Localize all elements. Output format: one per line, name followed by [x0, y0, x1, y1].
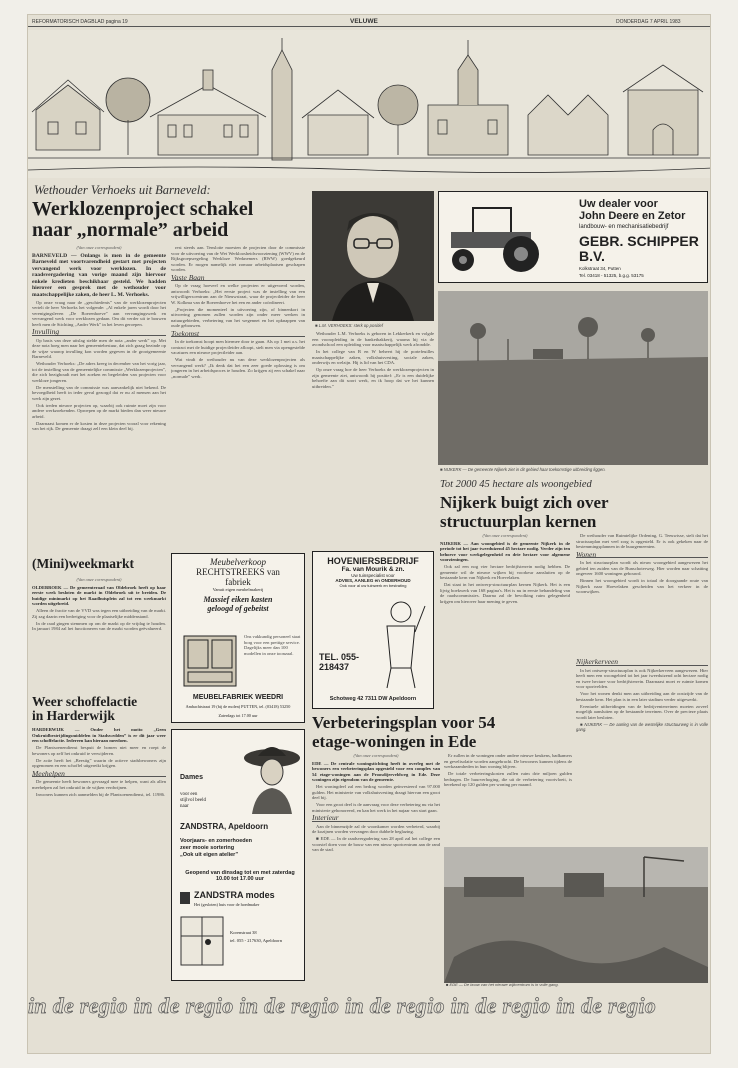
ad-zandstra	[171, 729, 305, 981]
article1-column1	[32, 245, 166, 545]
article1-column2	[171, 245, 305, 545]
ad-deere-line3: landbouw- en mechanisatiebedrijf	[579, 224, 669, 230]
ad-hovenier-tel: TEL. 055-218437	[319, 652, 360, 672]
footer-regio-banner: in de regio in de regio in de regio in de regio in de regio in de regio	[28, 993, 657, 1018]
ad-meubel-hours: Zaterdags tot 17.00 uur	[218, 713, 258, 718]
construction-photo-caption: ■ EDE — De bouw van het nieuwe wijkcentrum is in volle gang.	[446, 982, 559, 987]
ad-zandstra-line1: Voorjaars- en zomerhoeden	[180, 838, 253, 844]
article1-headline	[32, 199, 253, 241]
article2-caption: ■ NIJKERK — De aanleg van de westelijke structuurweg is in volle gang.	[576, 721, 708, 732]
header-section: VELUWE	[350, 18, 378, 25]
ad-meubel	[171, 553, 305, 723]
article2-headline	[440, 493, 609, 531]
header-paper-name: REFORMATORISCH DAGBLAD pagina 19	[32, 19, 128, 25]
article4-p1: De Plantsoenendienst bespuit de bomen niet meer en roept de bewoners op zelf het onkruid te verwijderen.	[32, 745, 166, 756]
ad-meubel-maker: MEUBELFABRIEK WEEDRI	[192, 694, 284, 701]
article2-sub-nijkerkerveen: Nijkerkerveen	[576, 659, 708, 666]
article2-p3: De wethouder van Ruimtelijke Ordening, G. Teeuwisse, stelt dat het structuurplan met veel zorg is opgesteld. Er is ook gekeken naar de bestemmingsplannen in de buurgemeenten.	[576, 533, 708, 549]
article2-headline-line1: Nijkerk buigt zich over	[440, 493, 609, 512]
gardener-illustration	[373, 598, 429, 690]
article5-lead: EDE — De centrale woningstichting heeft in overleg met de bewoners een verbeteringsplan opgesteld voor een complex van 54 etage-woningen aan de Proosdijerveldweg in Ede. Deze woningen zijn eigendom van de gemeente.	[312, 760, 440, 782]
ad-hovenier-name: Fa. van Mourik & zn.	[341, 566, 405, 573]
article1-p10: In de toekomst hoopt men hiermee door te gaan. Als op 1 mei a.s. het contract met de huidige projectleider afloopt, stelt men via opengestelde vacatures een nieuwe projectleider aan.	[171, 339, 305, 355]
article1-headline-line1: Werklozenproject schakel	[32, 198, 254, 220]
article1-sub-toekomst: Toekomst	[171, 331, 305, 338]
ad-zandstra-naar: naar	[180, 804, 189, 809]
ad-hovenier-title: HOVENIERSBEDRIJF	[327, 556, 419, 566]
ad-hovenier-services: ADVIES, AANLEG en ONDERHOUD	[335, 578, 411, 583]
article4-column	[32, 727, 166, 981]
article3-headline: (Mini)weekmarkt	[32, 556, 134, 571]
ad-zandstra-stijl: stijlvol beeld	[180, 798, 206, 803]
ad-zandstra-hours: Geopend van dinsdag tot en met zaterdag 10.00 tot 17.00 uur	[185, 870, 295, 882]
ad-meubel-sub: Vanuit eigen meubelmakerij	[212, 587, 264, 592]
article4-headline	[32, 695, 137, 723]
ad-deere-text	[579, 198, 685, 222]
article1-p6: Daarnaast komen er de kosten in deze projecten vooral voor rekening van het rijk. De gemeente draagt zelf een klein deel bij.	[32, 420, 166, 431]
ad-john-deere	[438, 191, 708, 283]
construction-photo	[444, 847, 708, 983]
newspaper-page	[27, 14, 711, 1054]
article2-correspondent: (Van onze correspondent)	[482, 533, 528, 538]
article4-p3: De gemeente heeft bewoners gevraagd mee te helpen, want als allen meehelpen zal het onkruid in de wijken verdwijnen.	[32, 779, 166, 790]
ad-meubel-title: Meubelverkoop	[210, 557, 266, 567]
ad-zandstra-address: Korenstraat 38	[230, 930, 257, 935]
article1-correspondent: (Van onze correspondent)	[76, 245, 122, 250]
ad-meubel-address: Ambachtstraat 19 (bij de molen) PUTTEN, tel. (03418) 53250	[185, 704, 291, 709]
ad-hovenier	[312, 551, 434, 709]
veluwe-illustration-strip	[28, 30, 711, 178]
article1-p1: Op onze vraag naar de „geschiedenis” van de werklozenprojecten vertelt de heer Verhoeks het volgende: „Al enkele jaren wordt door het verenigingsleven „De Boerenhoeve” aan vervangingswerk en vervangend werk voor werklozen gedaan. Om dit verder uit te bouwen heeft men de Stichting „Ander Werk” in het leven geroepen.	[32, 299, 166, 327]
ad-meubel-text: Ons vakkundig personeel staat borg voor een prettige service. Dagelijks meer dan 100 modellen in onze toonzaal.	[244, 634, 301, 656]
article5-headline-line1: Verbeteringsplan voor 54	[312, 713, 496, 732]
ad-zandstra-intro	[180, 792, 206, 810]
portrait-photo	[312, 191, 434, 321]
article2-p2: Dat staat in het ontwerp-structuurplan kernen Nijkerk. Het is een lijvig boekwerk van 168 pagina's. Het is nu in eerste behandeling van de raadscommissies. Daarna zal de bevolking ruim gelegenheid krijgen om hierover haar mening te geven.	[440, 582, 570, 604]
article5-column2	[444, 753, 572, 843]
article3-lead: OLDEBROEK — De gemeenteraad van Oldebroek heeft op haar eerste week besloten de markt in Oldebroek uit te breiden. De huidige minimarkt op het Raadhuisplein zal tot een weekmarkt worden uitgebreid.	[32, 584, 166, 606]
ad-meubel-slogan2: geloogd of gebeitst	[207, 604, 269, 613]
article1-p4: De menstelling van de commissie was aanvankelijk niet bekend. De bevoegdheid heeft in ieder geval gezorgd dat er nu al mensen aan het werk zijn gezet.	[32, 384, 166, 401]
ad-deere-line4: GEBR. SCHIPPER	[579, 233, 699, 249]
article3-p1: Alleen de fractie van de VVD was tegen een uitbreiding van de markt. Zij zag daarin een bedreiging voor de plaatselijke middenstand.	[32, 608, 166, 619]
article5-p4: Aan de binnenzijde zal de woonkamer worden verbeterd, waarbij de kozijnen worden vervangen door dubbele beglazing.	[312, 823, 440, 834]
verhoeks-bio-p3: Op onze vraag hoe de heer Verhoeks de werklozenprojecten in zijn gemeente ziet, antwoordt hij positief: „Er is een duidelijke behoefte aan dit soort werk, en ik hoop dat we het kunnen uitbreiden.”	[312, 367, 434, 389]
article5-headline-line2: etage-woningen in Ede	[312, 732, 477, 751]
article1-sub-vaste-baan: Vaste Baan	[171, 275, 305, 282]
field-photo-caption: ■ NIJKERK — De gemeente Nijkerk ziet in dit gebied haar toekomstige uitbreiding liggen.	[440, 467, 606, 472]
ad-hovenier-body: Ook voor al uw tuinwerk en bestrating	[339, 583, 407, 588]
article4-p2: De actie heeft het „Beestig” waarin de actieve stadsbewoners zijn opgenomen en een schoffel uitgereikt krijgen.	[32, 757, 166, 768]
ad-deere-address: Kolkstraat 34, Putten	[579, 266, 621, 271]
article1-p8: Op de vraag hoeveel en welke projecten er uitgevoerd worden, antwoordt Verhoeks: „Het eerste project was de instelling van een vrijwilligerscentrum aan de Nieuwstraat, waar de projectleider de heer W. Kolkma van de Boerenhoeve het een en ander coördineert.	[171, 283, 305, 305]
article1-p3: Wethouder Verhoeks: „De adres kreeg in december van het vorig jaar, tot de instelling van de gemeentelijke commissie „Werklozenprojecten”, die zich bezighoudt met het zoeken en begeleiden van projecten voor werkloze jongeren.	[32, 361, 166, 383]
article5-column1	[312, 753, 440, 985]
article3-p2: In de raad gingen stemmen op om de markt op de vrijdag te houden. In januari 1984 zal het functioneren van de markt worden geëvalueerd.	[32, 620, 166, 631]
article1-p11: Wat vindt de wethouder nu van deze werklozenprojecten als vervangend werk? „Ik denk dat het een zeer goede oplossing is om jongeren in het arbeidsproces te houden. Zo krijgen zij een schakel naar „normale” werk.	[171, 357, 305, 379]
ad-zandstra-brand: ZANDSTRA modes	[194, 890, 275, 900]
ad-zandstra-dames: Dames	[180, 774, 203, 781]
ad-zandstra-name: ZANDSTRA, Apeldoorn	[180, 822, 269, 831]
shop-map-icon	[180, 916, 224, 966]
article1-sub-invulling: Invulling	[32, 329, 166, 336]
zandstra-logo-icon	[180, 892, 190, 904]
article2-kicker: Tot 2000 45 hectare als woongebied	[440, 479, 592, 490]
article1-p2: Op basis van deze uitslag stelde men de nota „ander werk” op. Met deze nota hoeg men naar het gemeentebestuur, dat zich graag bezinde op de wijze waarop invulling kon worden gegeven in de grootgemeente Barneveld.	[32, 337, 166, 359]
article3-correspondent: (Van onze correspondent)	[76, 577, 122, 582]
article3-column	[32, 577, 166, 681]
field-photo	[438, 291, 708, 465]
article2-column3	[576, 657, 708, 767]
article1-kicker: Wethouder Verhoeks uit Barneveld:	[34, 183, 211, 197]
article5-p6: ■ EDE — In de raadsvergadering van 28 april zal het college een voorstel doen voor de bouw van een nieuw sportcentrum aan de rand van de stad.	[312, 836, 440, 852]
article4-p4: Inwoners kunnen zich aanmelden bij de Plantsoenendienst, tel. 11986.	[36, 791, 166, 797]
article1-p7: rest steeds aan. Tenslotte moesten de projecten door de commissie voor de uitvoering van de Wet Werkloosheidsvoorziening (WWV) en de Rijksgroepsregeling Werkloze Werknemers (RWW) goedgekeurd worden. Er mogen namelijk niet zomaar arbeidsplaatsen geschapen worden.	[171, 245, 305, 272]
article2-p4: In het structuurplan wordt als nieuw woongebied aangewezen het gebied ten zuiden van de Bunschoterweg. Hier worden naar schatting ongeveer 1600 woningen gebouwd.	[576, 560, 708, 576]
article2-p7: Voor het wonen denkt men aan uitbreiding aan de oostzijde van de bestaande kern. Het plan is in een later stadium verder uitgewerkt.	[576, 691, 708, 702]
article2-lead: NIJKERK — Aan woongebied is de gemeente Nijkerk in de periode tot het jaar tweeduizend 45 hectare nodig. Verder zijn ten behoeve voor werkgelegenheid en drie hectare voor algemene voorzieningen.	[440, 540, 570, 562]
article4-headline-line1: Weer schoffelactie	[32, 694, 138, 709]
ad-zandstra-line3: „Ook uit eigen atelier”	[180, 852, 239, 858]
ad-zandstra-lines	[180, 838, 252, 859]
article5-p2: Voor een groot deel is de aanvraag voor deze verbetering nu via het ministerie gehonoreerd, en kan het werk in het najaar van start gaan.	[312, 802, 440, 813]
header-rule	[28, 26, 711, 27]
hat-lady-illustration	[242, 734, 302, 814]
portrait-caption: ■ L.M. VERHOEKS: sterk op positief	[315, 323, 383, 328]
ad-deere-phone: Tel. 03418 - 51325, b.g.g. 53175	[579, 273, 644, 278]
article1-p9: „Projecten die momenteel in uitvoering zijn, of binnenkort in uitvoering genomen zullen worden zijn onder meer werken in natuurgebieden, verbetering van het wegennet en het opknappen van oude gebouwen.	[171, 306, 305, 328]
article2-headline-line2: structuurplan kernen	[440, 512, 597, 531]
cabinet-illustration	[180, 632, 240, 690]
verhoeks-bio	[312, 331, 434, 545]
article2-p8: Eventuele uitbreidingen van de bedrijventerreinen moeten zoveel mogelijk aansluiten op de bestaande terreinen. Over de precieze plaats wordt later besloten.	[576, 703, 708, 720]
article1-lead: BARNEVELD — Onlangs is men in de gemeente Barneveld met voortvarendheid gestart met projecten vervangend werk voor werklozen. In de raadsvergadering van vorige maand zijn hiervoor enkele kredieten beschikbaar gesteld. We hadden hierover een gesprek met de wethouder voor maatschappelijke zaken, de heer L. M. Verhoeks.	[32, 252, 166, 298]
verhoeks-bio-p2: In het college van B en W beheert hij de portefeuilles maatschappelijke zaken, volkshuisvesting, sociale zaken, onderwijs en welzijn. Hij is lid van het CDA.	[312, 349, 434, 365]
tractor-illustration	[443, 200, 555, 274]
ad-meubel-title3: fabriek	[225, 577, 251, 587]
ad-zandstra-line2: zeer mooie sortering	[180, 845, 235, 851]
article2-column2	[576, 533, 708, 655]
article4-lead: HARDERWIJK — Onder het motto „Geen Onkruidbestrijdingsmiddelen in Stadswedden” is er dit jaar weer een schoffelactie. Iedereen kan hieraan meedoen.	[32, 727, 166, 743]
article4-sub-meehelpen: Meehelpen	[32, 771, 166, 778]
article1-p5: Ook treden nieuwe projecten op, waarbij ook ruimte moet zijn voor andere werkzoekenden. Oproepen op de markt bieden dan weer nieuwe arbeid.	[32, 402, 166, 419]
article2-sub-wonen: Wonen	[576, 552, 708, 559]
article2-p1: Ook zal een nog vier hectare bedrijfsterrein nodig hebben. De gemeente wil de nieuwe wijken bij voorkeur aansluiten op de bestaande kern van Nijkerk en Hoevelaken.	[440, 564, 570, 580]
verhoeks-bio-p1: Wethouder L.M. Verhoeks is geboren in Lekkerkerk en volgde een vooropleiding in de banketbakkerij, waarna hij via de avondschool een opleiding voor maatschappelijk werk afrondde.	[312, 331, 434, 347]
ad-deere-company	[579, 234, 699, 264]
ad-deere-line5: B.V.	[579, 248, 605, 264]
ad-zandstra-brand-sub: Het (gesloten) huis voor de hoedmaker	[194, 902, 260, 907]
ad-zandstra-voor: voor een	[180, 792, 198, 797]
article5-correspondent: (Van onze correspondent)	[353, 753, 399, 758]
ad-meubel-slogan1: Massief eiken kasten	[203, 595, 273, 604]
article5-p1: Het woningdeel zal een bedrag worden geïnvesteerd van 97.000 gulden. Het ministerie van volkshuisvesting draagt hiervan een groot deel bij.	[312, 784, 440, 800]
article5-sub-interieur: Interieur	[312, 815, 440, 822]
ad-deere-line1: Uw dealer voor	[579, 198, 658, 210]
header-date: DONDERDAG 7 APRIL 1983	[616, 19, 681, 25]
article4-headline-line2: in Harderwijk	[32, 708, 115, 723]
article1-headline-line2: naar „normale” arbeid	[32, 219, 229, 241]
article2-p6: In het ontwerp-structuurplan is ook Nijkerkerveen aangewezen. Hier heeft men een woongebied tot het jaar tweeduizend acht hectare nodig en twee hectare voor bedrijfsterrein. Daarnaast moet er ruimte komen voor sportvelden.	[576, 667, 708, 689]
article2-p5: Binnen het woongebied wordt in totaal de doorgaande route van Nijkerk naar Hoevelaken gescheiden van het verkeer in de woonwijken.	[576, 578, 708, 594]
ad-zandstra-tel: tel. 055 - 217630, Apeldoorn	[230, 938, 282, 943]
ad-meubel-title2: RECHTSTREEKS van	[196, 567, 280, 577]
ad-hovenier-address: Schotweg 42 7311 DW Apeldoorn	[329, 696, 417, 702]
ad-hovenier-tagline: Uw tuinspecialist voor	[351, 573, 395, 578]
article5-p3: Er zullen in de woningen onder andere nieuwe keukens, badkamers en gevelisolatie worden aangebracht. De bewoners kunnen tijdens de werkzaamheden in hun woning blijven.	[444, 753, 572, 769]
article5-p5: De totale verbeteringskosten zullen ruim drie miljoen gulden bedragen. De huurverhoging, die uit de verbetering voortvloeit, is berekend op 120 gulden per woning per maand.	[444, 771, 572, 787]
article5-headline	[312, 713, 495, 751]
article2-column1	[440, 533, 570, 655]
ad-deere-line2: John Deere en Zetor	[579, 210, 686, 222]
